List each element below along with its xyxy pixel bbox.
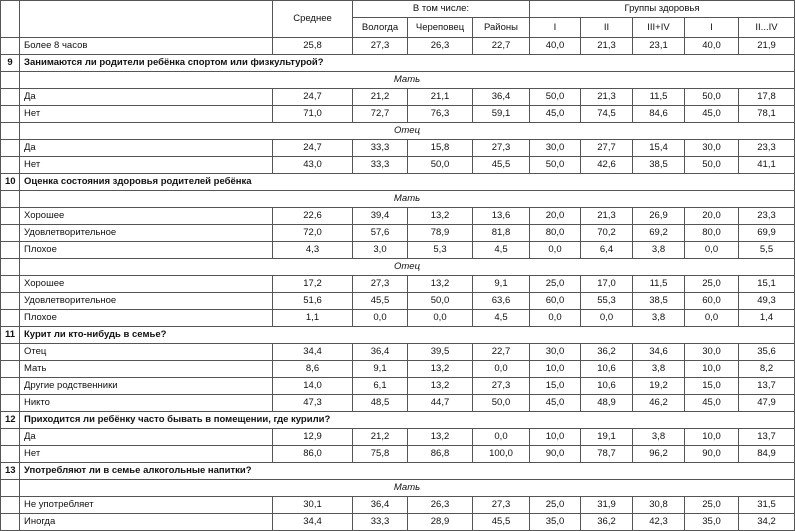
header-including: В том числе: [353, 1, 530, 18]
value-cell: 36,2 [581, 344, 633, 361]
value-cell: 24,7 [273, 89, 353, 106]
value-cell: 21,2 [353, 429, 408, 446]
value-cell: 21,9 [739, 38, 795, 55]
value-cell: 40,0 [685, 38, 739, 55]
value-cell: 48,9 [581, 395, 633, 412]
table-row [1, 276, 795, 293]
value-cell: 38,5 [633, 157, 685, 174]
subgroup-row [1, 72, 795, 89]
value-cell: 74,5 [581, 106, 633, 123]
empty-cell [1, 276, 20, 293]
value-cell: 10,6 [581, 361, 633, 378]
row-label: Не употребляет [20, 497, 273, 514]
value-cell: 50,0 [408, 157, 473, 174]
value-cell: 100,0 [473, 446, 530, 463]
value-cell: 72,0 [273, 225, 353, 242]
row-label: Да [20, 89, 273, 106]
value-cell: 48,5 [353, 395, 408, 412]
row-label: Мать [20, 361, 273, 378]
value-cell: 15,4 [633, 140, 685, 157]
subgroup-row [1, 259, 795, 276]
table-row [1, 293, 795, 310]
table-row [1, 157, 795, 174]
value-cell: 10,0 [530, 361, 581, 378]
value-cell: 21,1 [408, 89, 473, 106]
section-row [1, 174, 795, 191]
section-number: 12 [1, 412, 20, 429]
value-cell: 5,3 [408, 242, 473, 259]
section-row [1, 412, 795, 429]
value-cell: 27,3 [473, 140, 530, 157]
value-cell: 15,1 [739, 276, 795, 293]
row-label: Никто [20, 395, 273, 412]
value-cell: 3,0 [353, 242, 408, 259]
value-cell: 24,7 [273, 140, 353, 157]
value-cell: 45,5 [473, 157, 530, 174]
empty-cell [1, 140, 20, 157]
value-cell: 13,2 [408, 429, 473, 446]
empty-cell [1, 480, 20, 497]
value-cell: 33,3 [353, 514, 408, 531]
value-cell: 23,1 [633, 38, 685, 55]
value-cell: 50,0 [530, 89, 581, 106]
empty-cell [1, 395, 20, 412]
header-col-group-1b: I [685, 18, 739, 38]
value-cell: 25,8 [273, 38, 353, 55]
value-cell: 75,8 [353, 446, 408, 463]
value-cell: 10,6 [581, 378, 633, 395]
value-cell: 36,4 [473, 89, 530, 106]
header-col-group-2-4: II...IV [739, 18, 795, 38]
value-cell: 30,8 [633, 497, 685, 514]
empty-cell [1, 38, 20, 55]
section-number: 13 [1, 463, 20, 480]
value-cell: 0,0 [408, 310, 473, 327]
value-cell: 70,2 [581, 225, 633, 242]
row-label: Хорошее [20, 208, 273, 225]
empty-cell [1, 446, 20, 463]
section-number: 9 [1, 55, 20, 72]
value-cell: 90,0 [530, 446, 581, 463]
subgroup-row [1, 480, 795, 497]
value-cell: 22,6 [273, 208, 353, 225]
value-cell: 21,2 [353, 89, 408, 106]
value-cell: 0,0 [581, 310, 633, 327]
value-cell: 21,3 [581, 38, 633, 55]
value-cell: 49,3 [739, 293, 795, 310]
value-cell: 31,9 [581, 497, 633, 514]
value-cell: 35,0 [685, 514, 739, 531]
value-cell: 8,6 [273, 361, 353, 378]
value-cell: 50,0 [685, 157, 739, 174]
value-cell: 44,7 [408, 395, 473, 412]
value-cell: 34,4 [273, 514, 353, 531]
value-cell: 4,5 [473, 242, 530, 259]
value-cell: 25,0 [685, 497, 739, 514]
value-cell: 15,0 [685, 378, 739, 395]
value-cell: 25,0 [685, 276, 739, 293]
value-cell: 47,3 [273, 395, 353, 412]
value-cell: 72,7 [353, 106, 408, 123]
empty-cell [1, 259, 20, 276]
value-cell: 0,0 [530, 242, 581, 259]
value-cell: 30,0 [685, 140, 739, 157]
value-cell: 0,0 [473, 429, 530, 446]
value-cell: 14,0 [273, 378, 353, 395]
value-cell: 4,3 [273, 242, 353, 259]
value-cell: 43,0 [273, 157, 353, 174]
row-label: Более 8 часов [20, 38, 273, 55]
row-label: Удовлетворительное [20, 293, 273, 310]
table-row [1, 242, 795, 259]
value-cell: 60,0 [530, 293, 581, 310]
value-cell: 57,6 [353, 225, 408, 242]
row-label: Отец [20, 344, 273, 361]
value-cell: 36,4 [353, 344, 408, 361]
header-corner-num [1, 1, 20, 38]
value-cell: 30,0 [685, 344, 739, 361]
value-cell: 19,2 [633, 378, 685, 395]
value-cell: 6,1 [353, 378, 408, 395]
value-cell: 17,0 [581, 276, 633, 293]
row-label: Плохое [20, 242, 273, 259]
value-cell: 13,7 [739, 378, 795, 395]
value-cell: 10,0 [685, 429, 739, 446]
section-question: Занимаются ли родители ребёнка спортом или физкультурой? [20, 55, 795, 72]
value-cell: 41,1 [739, 157, 795, 174]
table-row [1, 310, 795, 327]
value-cell: 40,0 [530, 38, 581, 55]
value-cell: 60,0 [685, 293, 739, 310]
value-cell: 78,9 [408, 225, 473, 242]
value-cell: 13,7 [739, 429, 795, 446]
section-question: Оценка состояния здоровья родителей ребёнка [20, 174, 795, 191]
value-cell: 22,7 [473, 344, 530, 361]
row-label: Нет [20, 106, 273, 123]
empty-cell [1, 89, 20, 106]
header-col-group-3-4: III+IV [633, 18, 685, 38]
value-cell: 80,0 [530, 225, 581, 242]
value-cell: 15,0 [530, 378, 581, 395]
value-cell: 34,4 [273, 344, 353, 361]
value-cell: 10,0 [530, 429, 581, 446]
section-row [1, 463, 795, 480]
header-col-cherepovets: Череповец [408, 18, 473, 38]
value-cell: 17,8 [739, 89, 795, 106]
value-cell: 35,6 [739, 344, 795, 361]
empty-cell [1, 361, 20, 378]
value-cell: 36,2 [581, 514, 633, 531]
table-body [1, 38, 795, 531]
value-cell: 0,0 [685, 242, 739, 259]
row-label: Другие родственники [20, 378, 273, 395]
value-cell: 27,3 [473, 378, 530, 395]
table-row [1, 225, 795, 242]
value-cell: 86,0 [273, 446, 353, 463]
table-row [1, 140, 795, 157]
empty-cell [1, 123, 20, 140]
value-cell: 6,4 [581, 242, 633, 259]
value-cell: 55,3 [581, 293, 633, 310]
header-health-groups: Группы здоровья [530, 1, 795, 18]
value-cell: 46,2 [633, 395, 685, 412]
value-cell: 31,5 [739, 497, 795, 514]
value-cell: 13,2 [408, 276, 473, 293]
value-cell: 34,6 [633, 344, 685, 361]
table-row [1, 395, 795, 412]
row-label: Удовлетворительное [20, 225, 273, 242]
value-cell: 27,3 [473, 497, 530, 514]
subgroup-label: Мать [20, 72, 795, 89]
value-cell: 30,1 [273, 497, 353, 514]
empty-cell [1, 514, 20, 531]
value-cell: 96,2 [633, 446, 685, 463]
table-row [1, 89, 795, 106]
value-cell: 71,0 [273, 106, 353, 123]
value-cell: 33,3 [353, 140, 408, 157]
table-row [1, 344, 795, 361]
value-cell: 23,3 [739, 140, 795, 157]
section-question: Курит ли кто-нибудь в семье? [20, 327, 795, 344]
section-row [1, 55, 795, 72]
table-row [1, 446, 795, 463]
value-cell: 35,0 [530, 514, 581, 531]
value-cell: 23,3 [739, 208, 795, 225]
value-cell: 51,6 [273, 293, 353, 310]
empty-cell [1, 242, 20, 259]
value-cell: 0,0 [530, 310, 581, 327]
value-cell: 45,0 [530, 106, 581, 123]
value-cell: 10,0 [685, 361, 739, 378]
row-label: Иногда [20, 514, 273, 531]
value-cell: 21,3 [581, 89, 633, 106]
value-cell: 39,4 [353, 208, 408, 225]
value-cell: 45,0 [530, 395, 581, 412]
subgroup-label: Отец [20, 259, 795, 276]
value-cell: 50,0 [530, 157, 581, 174]
empty-cell [1, 310, 20, 327]
value-cell: 4,5 [473, 310, 530, 327]
value-cell: 36,4 [353, 497, 408, 514]
value-cell: 5,5 [739, 242, 795, 259]
value-cell: 0,0 [685, 310, 739, 327]
empty-cell [1, 497, 20, 514]
value-cell: 3,8 [633, 429, 685, 446]
table-row [1, 497, 795, 514]
value-cell: 78,7 [581, 446, 633, 463]
empty-cell [1, 157, 20, 174]
value-cell: 27,3 [353, 276, 408, 293]
value-cell: 28,9 [408, 514, 473, 531]
value-cell: 27,7 [581, 140, 633, 157]
value-cell: 26,3 [408, 497, 473, 514]
subgroup-label: Мать [20, 191, 795, 208]
section-row [1, 327, 795, 344]
value-cell: 45,0 [685, 106, 739, 123]
value-cell: 8,2 [739, 361, 795, 378]
value-cell: 38,5 [633, 293, 685, 310]
table-row [1, 106, 795, 123]
subgroup-row [1, 191, 795, 208]
value-cell: 47,9 [739, 395, 795, 412]
value-cell: 3,8 [633, 310, 685, 327]
value-cell: 30,0 [530, 344, 581, 361]
header-col-vologda: Вологда [353, 18, 408, 38]
value-cell: 39,5 [408, 344, 473, 361]
header-mean: Среднее [273, 1, 353, 38]
value-cell: 3,8 [633, 242, 685, 259]
empty-cell [1, 378, 20, 395]
value-cell: 80,0 [685, 225, 739, 242]
value-cell: 26,3 [408, 38, 473, 55]
empty-cell [1, 429, 20, 446]
value-cell: 25,0 [530, 497, 581, 514]
value-cell: 3,8 [633, 361, 685, 378]
value-cell: 12,9 [273, 429, 353, 446]
value-cell: 1,4 [739, 310, 795, 327]
value-cell: 19,1 [581, 429, 633, 446]
value-cell: 9,1 [473, 276, 530, 293]
table-row [1, 38, 795, 55]
value-cell: 15,8 [408, 140, 473, 157]
header-col-group-2: II [581, 18, 633, 38]
value-cell: 9,1 [353, 361, 408, 378]
value-cell: 78,1 [739, 106, 795, 123]
value-cell: 42,6 [581, 157, 633, 174]
value-cell: 63,6 [473, 293, 530, 310]
section-question: Приходится ли ребёнку часто бывать в помещении, где курили? [20, 412, 795, 429]
value-cell: 17,2 [273, 276, 353, 293]
table-row [1, 208, 795, 225]
value-cell: 0,0 [473, 361, 530, 378]
value-cell: 22,7 [473, 38, 530, 55]
row-label: Нет [20, 157, 273, 174]
table-row [1, 361, 795, 378]
empty-cell [1, 344, 20, 361]
empty-cell [1, 106, 20, 123]
row-label: Хорошее [20, 276, 273, 293]
value-cell: 20,0 [530, 208, 581, 225]
empty-cell [1, 72, 20, 89]
value-cell: 13,2 [408, 208, 473, 225]
value-cell: 33,3 [353, 157, 408, 174]
value-cell: 11,5 [633, 276, 685, 293]
value-cell: 13,6 [473, 208, 530, 225]
row-label: Плохое [20, 310, 273, 327]
value-cell: 90,0 [685, 446, 739, 463]
value-cell: 50,0 [473, 395, 530, 412]
table-row [1, 514, 795, 531]
value-cell: 13,2 [408, 378, 473, 395]
value-cell: 86,8 [408, 446, 473, 463]
value-cell: 21,3 [581, 208, 633, 225]
empty-cell [1, 293, 20, 310]
value-cell: 0,0 [353, 310, 408, 327]
value-cell: 45,5 [473, 514, 530, 531]
value-cell: 1,1 [273, 310, 353, 327]
empty-cell [1, 191, 20, 208]
section-number: 11 [1, 327, 20, 344]
subgroup-row [1, 123, 795, 140]
value-cell: 11,5 [633, 89, 685, 106]
value-cell: 84,6 [633, 106, 685, 123]
header-row-top [1, 1, 795, 18]
value-cell: 13,2 [408, 361, 473, 378]
value-cell: 84,9 [739, 446, 795, 463]
subgroup-label: Отец [20, 123, 795, 140]
header-col-districts: Районы [473, 18, 530, 38]
section-question: Употребляют ли в семье алкогольные напитки? [20, 463, 795, 480]
row-label: Нет [20, 446, 273, 463]
value-cell: 25,0 [530, 276, 581, 293]
value-cell: 45,0 [685, 395, 739, 412]
value-cell: 30,0 [530, 140, 581, 157]
value-cell: 34,2 [739, 514, 795, 531]
value-cell: 50,0 [408, 293, 473, 310]
header-col-group-1: I [530, 18, 581, 38]
empty-cell [1, 225, 20, 242]
empty-cell [1, 208, 20, 225]
row-label: Да [20, 429, 273, 446]
section-number: 10 [1, 174, 20, 191]
table-row [1, 378, 795, 395]
value-cell: 69,9 [739, 225, 795, 242]
value-cell: 81,8 [473, 225, 530, 242]
value-cell: 69,2 [633, 225, 685, 242]
value-cell: 76,3 [408, 106, 473, 123]
value-cell: 26,9 [633, 208, 685, 225]
row-label: Да [20, 140, 273, 157]
value-cell: 20,0 [685, 208, 739, 225]
header-corner-label [20, 1, 273, 38]
value-cell: 27,3 [353, 38, 408, 55]
value-cell: 42,3 [633, 514, 685, 531]
subgroup-label: Мать [20, 480, 795, 497]
value-cell: 45,5 [353, 293, 408, 310]
table-row [1, 429, 795, 446]
value-cell: 59,1 [473, 106, 530, 123]
value-cell: 50,0 [685, 89, 739, 106]
